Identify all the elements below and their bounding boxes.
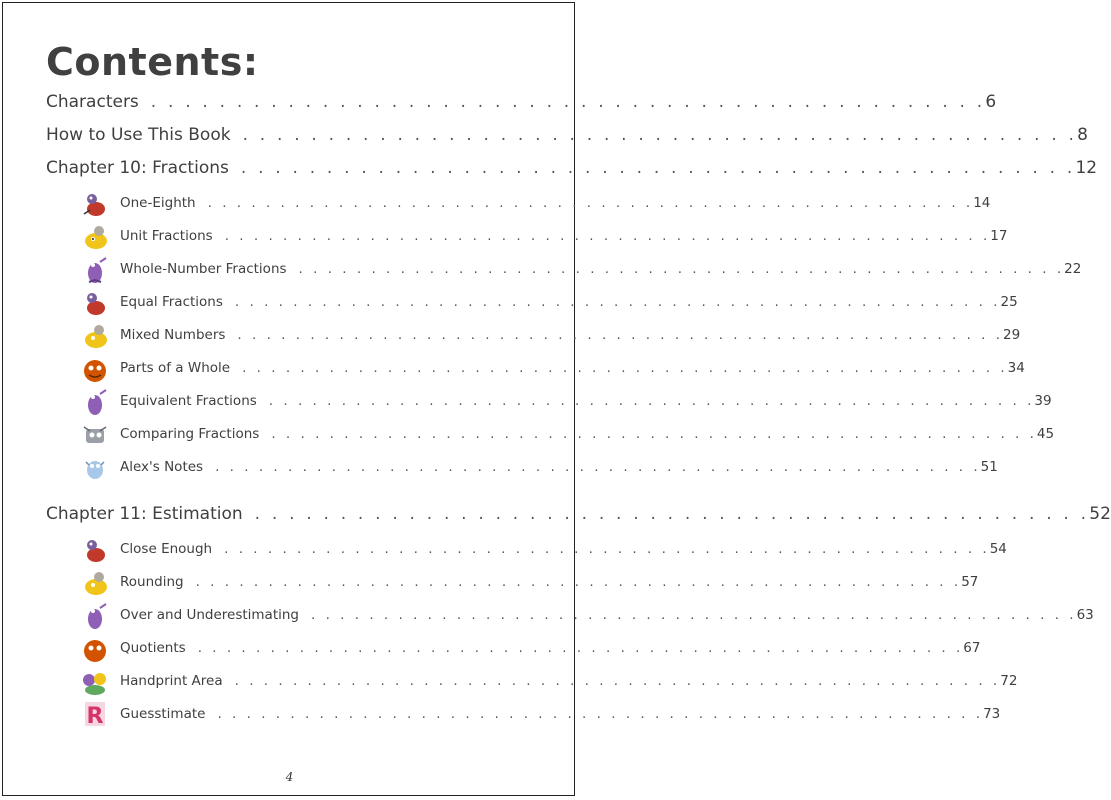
entry-label: Whole-Number Fractions [120,261,287,277]
dot-leader: . . . . . . . . . . . . . . . . . . . . . . . . . . . . . . . . . . . . . . . . . . . . . . . . . . . . . [195,574,962,590]
page-number: 4 [285,770,294,784]
entry-label: Equivalent Fractions [120,393,257,409]
entry-page: 57 [961,574,979,590]
toc-entry-characters[interactable] [46,92,997,112]
dot-leader: . . . . . . . . . . . . . . . . . . . . . . . . . . . . . . . . . . . . . . . . . . . . . . . . . . . . . [242,360,1008,376]
red-monster-icon [80,536,110,564]
toc-entry-whole-number-fractions[interactable] [120,261,1082,277]
yellow-monster-icon [80,569,110,597]
dot-leader: . . . . . . . . . . . . . . . . . . . . . . . . . . . . . . . . . . . . . . . . . . . . . . . . . . . . . [298,261,1065,277]
dot-leader: . . . . . . . . . . . . . . . . . . . . . . . . . . . . . . . . . . . . . . . . . . . . . . . . . . . . . [224,541,990,557]
dot-leader: . . . . . . . . . . . . . . . . . . . . . . . . . . . . . . . . . . . . . . . . . . . . . . . . . . . . . [271,426,1037,442]
dot-leader: . . . . . . . . . . . . . . . . . . . . . . . . . . . . . . . . . . . . . . . . . . . . . . . . . [240,158,1076,178]
yellow-monster-icon [80,223,110,251]
page-title: Contents: [46,40,259,84]
toc-entry-rounding[interactable] [120,574,979,590]
toc-entry-equal-fractions[interactable] [120,294,1018,310]
entry-page: 25 [1000,294,1018,310]
entry-label: Over and Underestimating [120,607,299,623]
entry-page: 54 [989,541,1007,557]
entry-label: How to Use This Book [46,125,231,145]
orange-monster-icon [80,355,110,383]
dot-leader: . . . . . . . . . . . . . . . . . . . . . . . . . . . . . . . . . . . . . . . . . . . . . . . . . [150,92,986,112]
toc-entry-handprint-area[interactable] [120,673,1018,689]
entry-page: 29 [1003,327,1021,343]
entry-label: Chapter 11: Estimation [46,504,243,524]
purple-monster-icon [80,256,110,284]
entry-label: One-Eighth [120,195,196,211]
entry-page: 63 [1076,607,1094,623]
purple-monster-icon [80,602,110,630]
entry-page: 12 [1075,158,1098,178]
dot-leader: . . . . . . . . . . . . . . . . . . . . . . . . . . . . . . . . . . . . . . . . . . . . . . . . . [254,504,1090,524]
entry-page: 8 [1077,125,1088,145]
dot-leader: . . . . . . . . . . . . . . . . . . . . . . . . . . . . . . . . . . . . . . . . . . . . . . . . . . . . . [207,195,974,211]
toc-entry-comparing-fractions[interactable] [120,426,1055,442]
entry-page: 14 [973,195,991,211]
entry-label: Unit Fractions [120,228,213,244]
toc-entry-alexs-notes[interactable] [120,459,998,475]
dot-leader: . . . . . . . . . . . . . . . . . . . . . . . . . . . . . . . . . . . . . . . . . . . . . . . . . . . . . [197,640,964,656]
gray-robot-icon [80,421,110,449]
toc-entry-close-enough[interactable] [120,541,1007,557]
entry-page: 39 [1034,393,1052,409]
orange-monster-icon [80,635,110,663]
entry-label: Mixed Numbers [120,327,226,343]
svg-text:R: R [86,704,104,729]
dot-leader: . . . . . . . . . . . . . . . . . . . . . . . . . . . . . . . . . . . . . . . . . . . . . . . . . . . . . [268,393,1035,409]
entry-page: 17 [990,228,1008,244]
entry-label: Guesstimate [120,706,206,722]
toc-entry-one-eighth[interactable] [120,195,991,211]
entry-label: Parts of a Whole [120,360,231,376]
toc-entry-quotients[interactable] [120,640,981,656]
toc-entry-chapter-10[interactable] [46,158,1098,178]
toc-entry-parts-of-a-whole[interactable] [120,360,1025,376]
entry-label: Comparing Fractions [120,426,260,442]
entry-label: Equal Fractions [120,294,223,310]
group-monsters-icon [80,668,110,696]
entry-page: 67 [963,640,981,656]
entry-label: Alex's Notes [120,459,204,475]
entry-label: Chapter 10: Fractions [46,158,229,178]
yellow-monster-icon [80,322,110,350]
letter-r-icon [80,700,110,728]
dot-leader: . . . . . . . . . . . . . . . . . . . . . . . . . . . . . . . . . . . . . . . . . . . . . . . . . . . . . [311,607,1077,623]
dot-leader: . . . . . . . . . . . . . . . . . . . . . . . . . . . . . . . . . . . . . . . . . . . . . . . . . . . . . [237,327,1003,343]
entry-label: Quotients [120,640,186,656]
entry-label: Handprint Area [120,673,223,689]
dot-leader: . . . . . . . . . . . . . . . . . . . . . . . . . . . . . . . . . . . . . . . . . . . . . . . . . [242,125,1078,145]
toc-entry-over-and-underestimating[interactable] [120,607,1094,623]
dot-leader: . . . . . . . . . . . . . . . . . . . . . . . . . . . . . . . . . . . . . . . . . . . . . . . . . . . . . [215,459,981,475]
dot-leader: . . . . . . . . . . . . . . . . . . . . . . . . . . . . . . . . . . . . . . . . . . . . . . . . . . . . . [234,294,1001,310]
red-monster-icon [80,190,110,218]
purple-monster-icon [80,388,110,416]
dot-leader: . . . . . . . . . . . . . . . . . . . . . . . . . . . . . . . . . . . . . . . . . . . . . . . . . . . . . [217,706,984,722]
toc-entry-mixed-numbers[interactable] [120,327,1021,343]
entry-page: 51 [980,459,998,475]
entry-label: Close Enough [120,541,213,557]
toc-entry-equivalent-fractions[interactable] [120,393,1052,409]
dot-leader: . . . . . . . . . . . . . . . . . . . . . . . . . . . . . . . . . . . . . . . . . . . . . . . . . . . . . [224,228,991,244]
entry-label: Characters [46,92,139,112]
toc-entry-unit-fractions[interactable] [120,228,1008,244]
entry-page: 6 [985,92,997,112]
toc-entry-chapter-11[interactable] [46,504,1111,524]
toc-entry-how-to-use[interactable] [46,125,1088,145]
entry-label: Rounding [120,574,184,590]
toc-entry-guesstimate[interactable] [120,706,1001,722]
entry-page: 73 [983,706,1001,722]
red-monster-icon [80,289,110,317]
blue-monster-icon [80,454,110,482]
entry-page: 52 [1089,504,1111,524]
entry-page: 72 [1000,673,1018,689]
entry-page: 34 [1007,360,1025,376]
entry-page: 22 [1064,261,1082,277]
entry-page: 45 [1036,426,1055,442]
dot-leader: . . . . . . . . . . . . . . . . . . . . . . . . . . . . . . . . . . . . . . . . . . . . . . . . . . . . . [234,673,1001,689]
